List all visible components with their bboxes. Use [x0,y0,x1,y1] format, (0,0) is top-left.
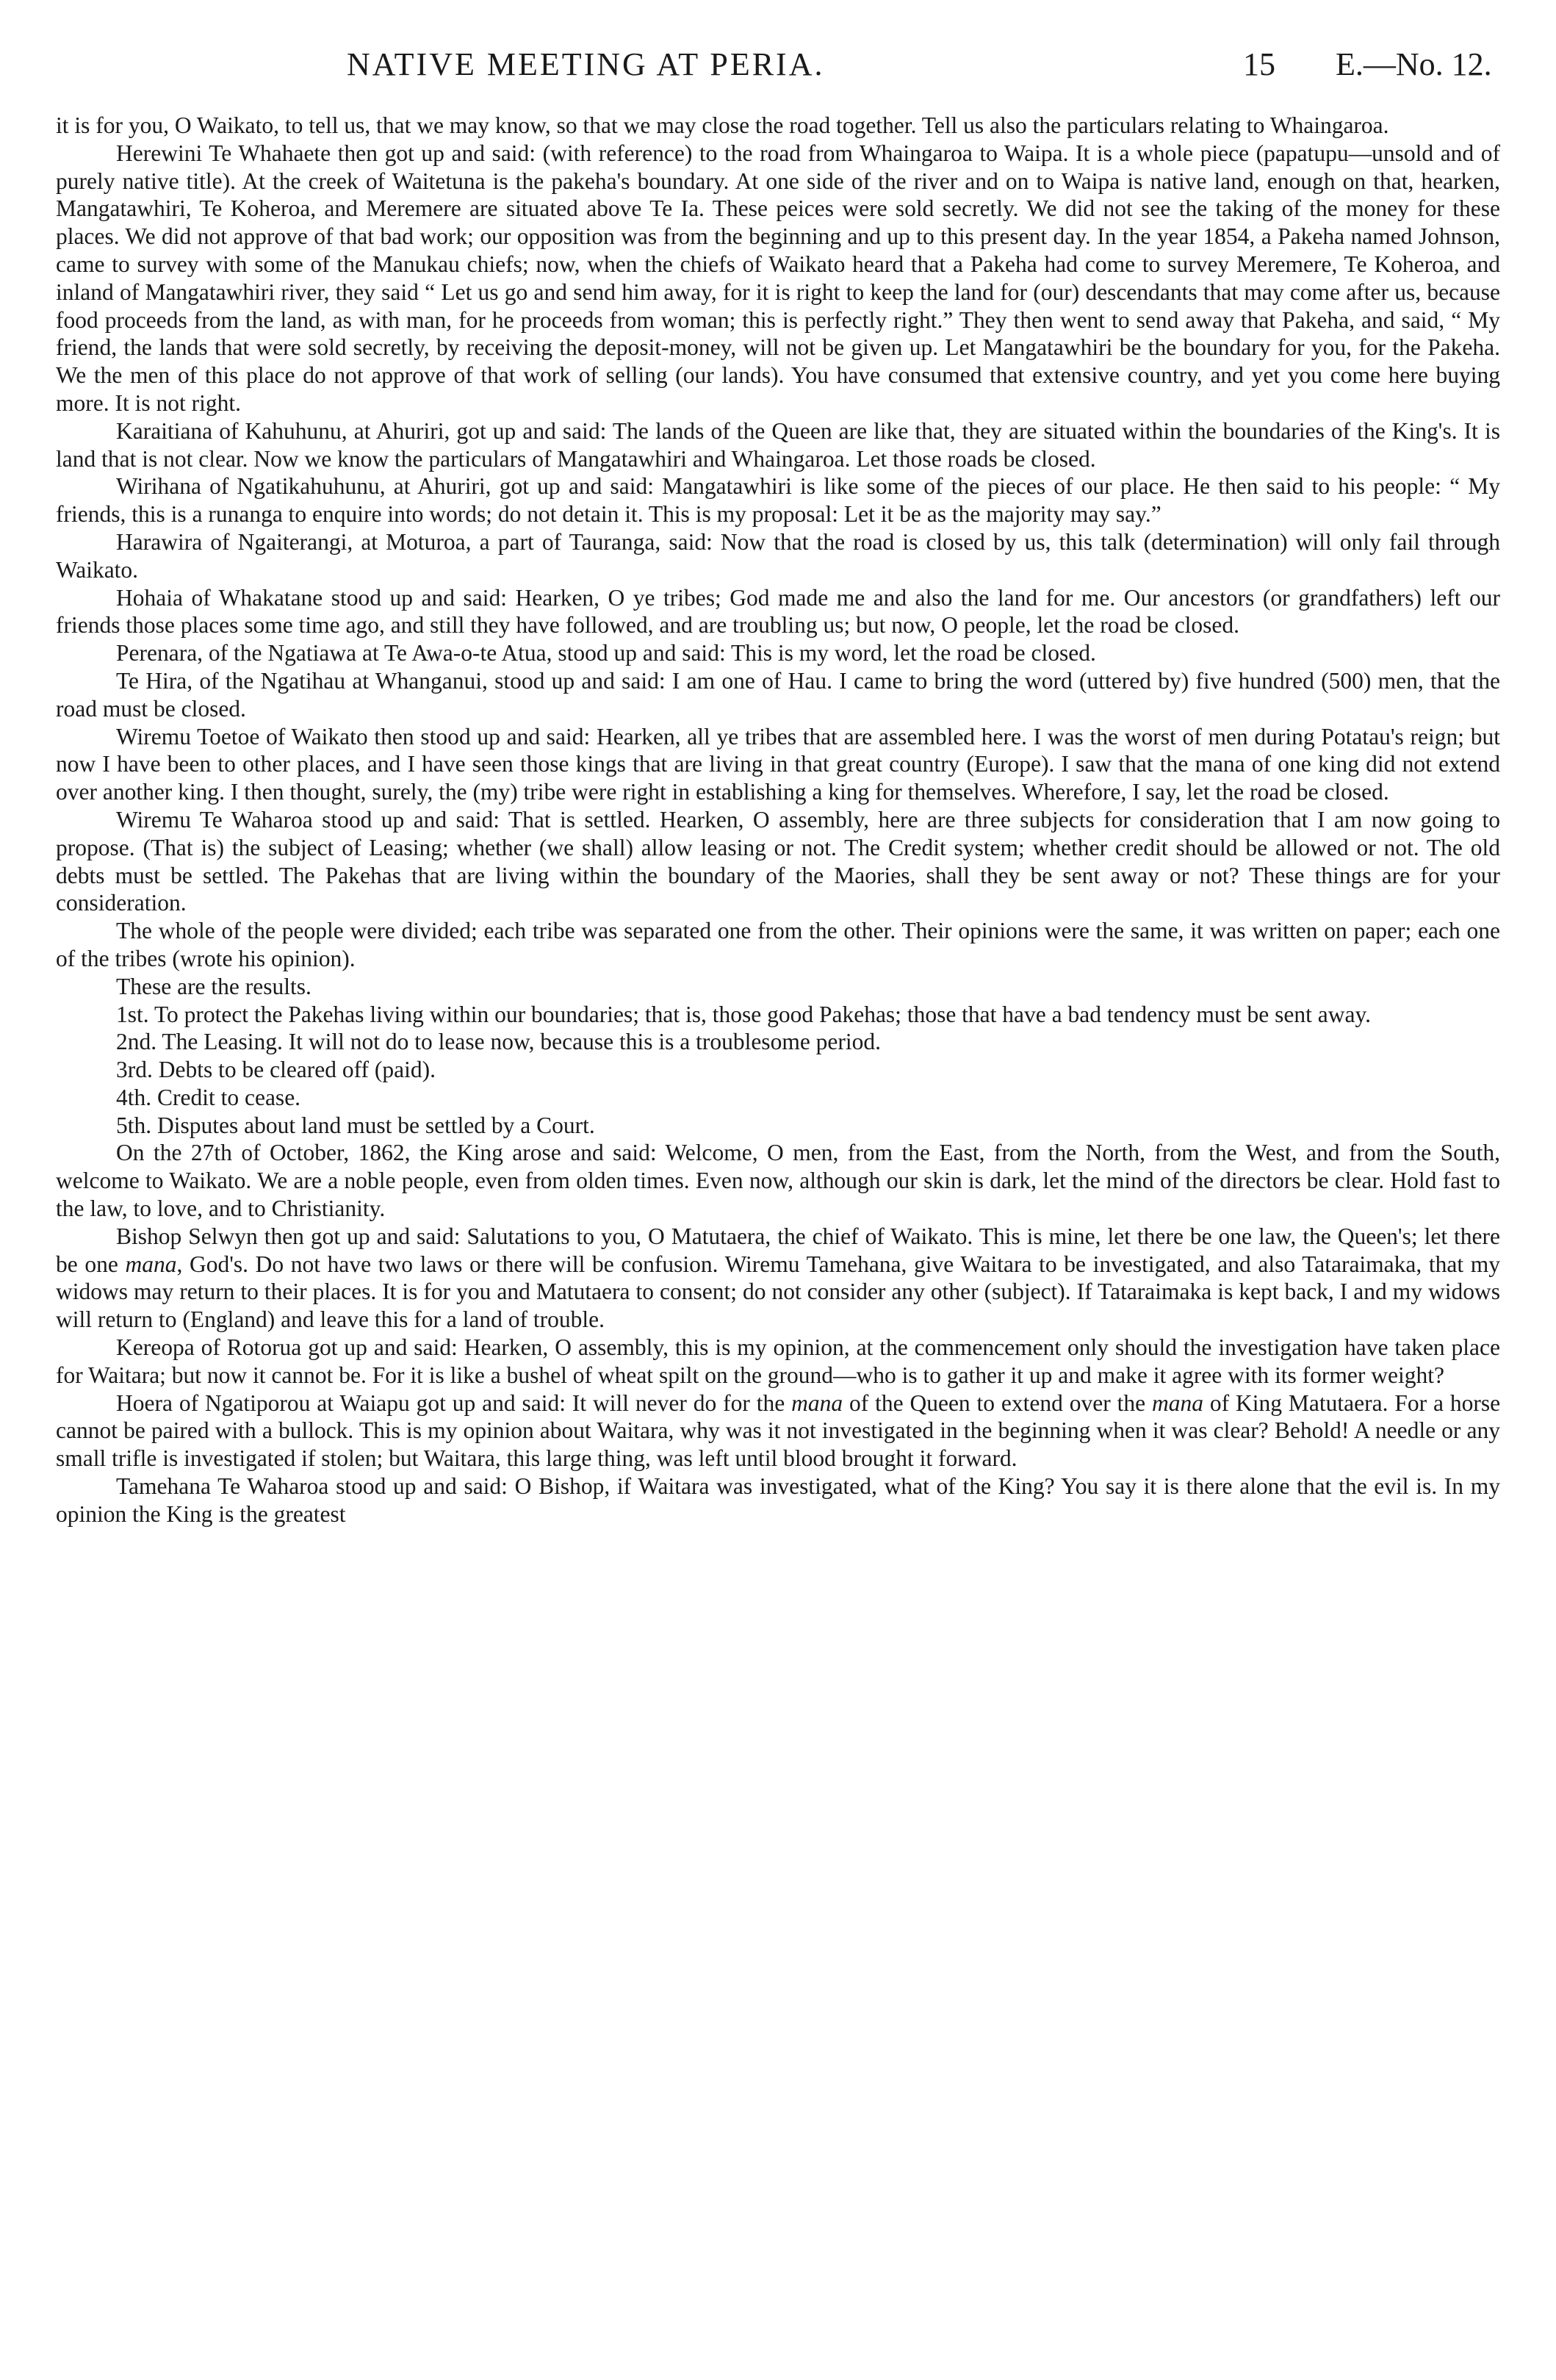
paragraph: The whole of the people were divided; each tribe was separated one from the other. Their opinions were the same, it was written on paper; each one of the tribes (wrote his opinion). [56,918,1500,971]
text-run: of King Matutaera. For a horse cannot be paired with a bullock. This is my opinion about Waitara, why was it not investigated in the beginning when it was clear? Behold! A needle or any small trifle is investigated if stolen; but Waitara, this large thing, was left until blood brought it forward. [56,1389,1501,1472]
list-item: 1st. To protect the Pakehas living within our boundaries; that is, those good Pakehas; those that have a bad tendency must be sent away. [116,1001,1372,1027]
paragraph: Hohaia of Whakatane stood up and said: Hearken, O ye tribes; God made me and also the land for me. Our ancestors (or grandfathers) left our friends those places some time ago, and still they have followed, and are troubling us; but now, O people, let the road be closed. [56,584,1500,639]
paragraph: Wiremu Toetoe of Waikato then stood up and said: Hearken, all ye tribes that are assembled here. I was the worst of men during Potatau's reign; but now I have been to other places, and I have seen those kings that are living in that great country (Europe). I saw that the mana of one king did not extend over another king. I then thought, surely, the (my) tribe were right in establishing a king for themselves. Wherefore, I say, let the road be closed. [56,723,1500,805]
paragraph: Harawira of Ngaiterangi, at Moturoa, a part of Tauranga, said: Now that the road is closed by us, this talk (determination) will only fail through Waikato. [56,528,1500,583]
paragraph: Wirihana of Ngatikahuhunu, at Ahuriri, got up and said: Mangatawhiri is like some of the pieces of our place. He then said to his people: “ My friends, this is a runanga to enquire into words; do not detain it. This is my proposal: Let it be as the majority may say.” [56,473,1500,528]
list-item: 3rd. Debts to be cleared off (paid). [116,1057,436,1083]
paragraph [56,1223,1500,1334]
text-run: , God's. Do not have two laws or there will be confusion. Wiremu Tamehana, give Waitara to be investigated, and also Tataraimaka, that my widows may return to their places. It is for you and Matutaera to consent; do not consider any other (subject). If Tataraimaka is kept back, I and my widows will return to (England) and leave this for a land of trouble. [56,1251,1500,1333]
running-title: NATIVE MEETING AT PERIA. [347,46,825,82]
paragraph: Tamehana Te Waharoa stood up and said: O Bishop, if Waitara was investigated, what of the King? You say it is there alone that the evil is. In my opinion the King is the greatest [56,1473,1500,1527]
body-text [56,112,1500,1528]
list-item: 5th. Disputes about land must be settled by a Court. [116,1112,595,1138]
page-header [51,46,1506,90]
paragraph: On the 27th of October, 1862, the King arose and said: Welcome, O men, from the East, from the North, from the West, and from the South, welcome to Waikato. We are a noble people, even from olden times. Even now, although our skin is dark, let the mind of the directors be clear. Hold fast to the law, to love, and to Christianity. [56,1140,1500,1222]
paragraph: These are the results. [116,973,311,999]
italic-term: mana [1152,1389,1204,1416]
paragraph: Wiremu Te Waharoa stood up and said: That is settled. Hearken, O assembly, here are three subjects for consideration that I am now going to propose. (That is) the subject of Leasing; whether (we shall) allow leasing or not. The Credit system; whether credit should be allowed or not. The old debts must be settled. The Pakehas that are living within the boundary of the Maories, shall they be sent away or not? These things are for your consideration. [56,806,1500,916]
list-item: 4th. Credit to cease. [116,1084,301,1110]
paragraph: it is for you, O Waikato, to tell us, that we may know, so that we may close the road together. Tell us also the particulars relating to Whaingaroa. [56,112,1389,138]
text-run: Bishop Selwyn then got up and said: Salutations to you, O Matutaera, the chief of Waikato. This is mine, let there be one law, the Queen's; let there be one [56,1223,1500,1277]
paragraph [56,1389,1500,1473]
text-run: of the Queen to extend over the [849,1389,1146,1416]
text-run: Hoera of Ngatiporou at Waiapu got up and said: It will never do for the [116,1389,785,1416]
paragraph: Herewini Te Whahaete then got up and said: (with reference) to the road from Whaingaroa to Waipa. It is a whole piece (papatupu—unsold and of purely native title). At the creek of Waitetuna is the pakeha's boundary. At one side of the river and on to Waipa is native land, enough on that, hearken, Mangatawhiri, Te Koheroa, and Meremere are situated above Te Ia. These peices were sold secretly. We did not see the taking of the money for these places. We did not approve of that bad work; our opposition was from the beginning and up to this present day. In the year 1854, a Pakeha named Johnson, came to survey with some of the Manukau chiefs; now, when the chiefs of Waikato heard that a Pakeha had come to survey Meremere, Te Koheroa, and inland of Mangatawhiri river, they said “ Let us go and send him away, for it is right to keep the land for (our) descendants that may come after us, because food proceeds from the land, as with man, for he proceeds from woman; this is perfectly right.” They then went to send away that Pakeha, and said, “ My friend, the lands that were sold secretly, by receiving the deposit-money, will not be given up. Let Mangatawhiri be the boundary for you, for the Pakeha. We the men of this place do not approve of that work of selling (our lands). You have consumed that extensive country, and yet you come here buying more. It is not right. [56,140,1500,416]
paragraph: Kereopa of Rotorua got up and said: Hearken, O assembly, this is my opinion, at the commencement only should the investigation have taken place for Waitara; but now it cannot be. For it is like a bushel of wheat spilt on the ground—who is to gather it up and make it agree with its former weight? [56,1334,1500,1388]
paragraph: Perenara, of the Ngatiawa at Te Awa-o-te Atua, stood up and said: This is my word, let the road be closed. [116,640,1096,666]
italic-term: mana [791,1389,843,1416]
document-reference: E.—No. 12. [1336,46,1492,82]
list-item: 2nd. The Leasing. It will not do to lease now, because this is a troublesome period. [116,1029,882,1055]
paragraph: Karaitiana of Kahuhunu, at Ahuriri, got up and said: The lands of the Queen are like that, they are situated within the boundaries of the King's. It is land that is not clear. Now we know the particulars of Mangatawhiri and Whaingaroa. Let those roads be closed. [56,417,1500,472]
italic-term: mana [125,1251,177,1277]
paragraph: Te Hira, of the Ngatihau at Whanganui, stood up and said: I am one of Hau. I came to bring the word (uttered by) five hundred (500) men, that the road must be closed. [56,667,1500,722]
page-number: 15 [1243,46,1275,82]
